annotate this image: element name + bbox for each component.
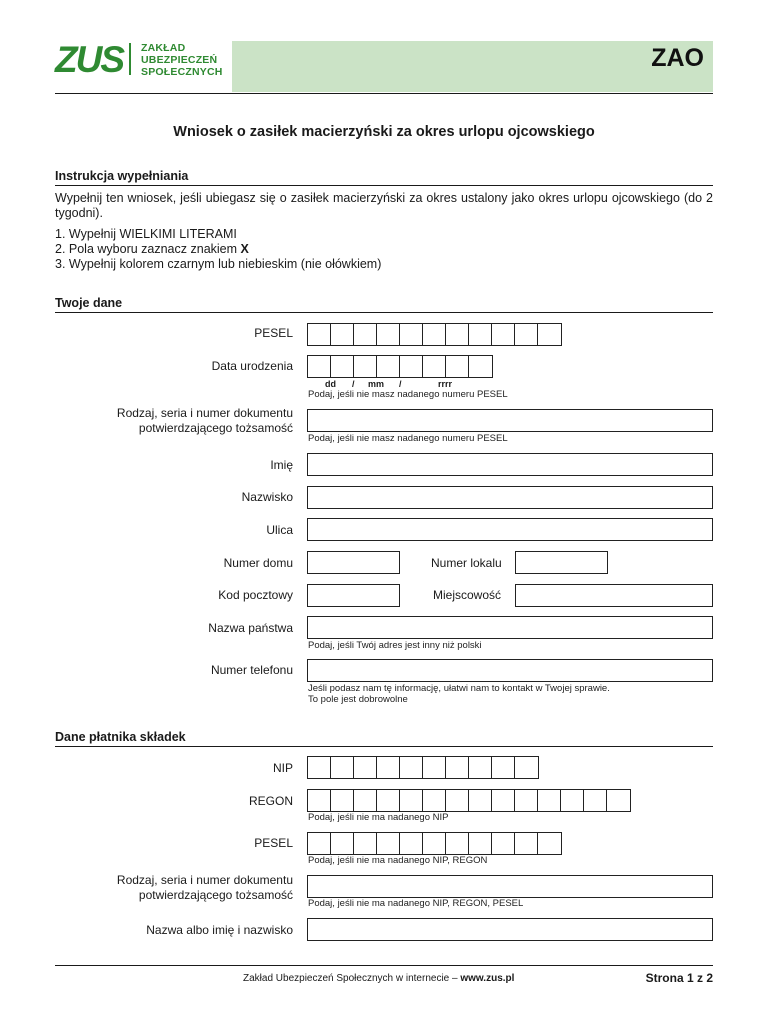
char-box[interactable] [377,356,400,377]
char-box[interactable] [308,790,331,811]
instruction-item-2-mark: X [240,242,249,256]
city-input[interactable] [515,584,713,607]
char-box[interactable] [354,790,377,811]
char-box[interactable] [354,757,377,778]
char-box[interactable] [469,833,492,854]
page-number: Strona 1 z 2 [645,971,713,985]
logo-line-1: ZAKŁAD [141,42,186,54]
city-label: Miejscowość [433,588,502,602]
footer-url[interactable]: www.zus.pl [460,973,515,984]
char-box[interactable] [377,833,400,854]
char-box[interactable] [377,757,400,778]
char-box[interactable] [515,757,538,778]
phone-hint-line-1: Jeśli podasz nam tę informację, ułatwi nam to kontakt w Twojej sprawie. [308,683,610,694]
last-name-label: Nazwisko [241,490,293,504]
birth-date-input[interactable] [307,355,493,378]
char-box[interactable] [423,790,446,811]
char-box[interactable] [584,790,607,811]
country-input[interactable] [307,616,713,639]
char-box[interactable] [400,324,423,345]
section-rule [55,746,713,747]
country-label: Nazwa państwa [208,621,293,635]
char-box[interactable] [423,757,446,778]
payer-pesel-label: PESEL [254,836,293,850]
payer-identity-doc-label-line-1: Rodzaj, seria i numer dokumentu [116,873,293,887]
instruction-item-3: 3. Wypełnij kolorem czarnym lub niebieskim (nie ołówkiem) [55,257,382,271]
identity-doc-hint: Podaj, jeśli nie masz nadanego numeru PESEL [308,433,508,444]
last-name-input[interactable] [307,486,713,509]
char-box[interactable] [446,757,469,778]
payer-identity-doc-label-line-2: potwierdzającego tożsamość [138,888,293,902]
char-box[interactable] [400,356,423,377]
country-hint: Podaj, jeśli Twój adres jest inny niż polski [308,640,482,651]
page-title: Wniosek o zasiłek macierzyński za okres urlopu ojcowskiego [173,124,595,140]
pesel-input[interactable] [307,323,562,346]
char-box[interactable] [354,324,377,345]
char-box[interactable] [446,324,469,345]
first-name-label: Imię [270,458,293,472]
instructions-heading: Instrukcja wypełniania [55,169,189,183]
logo-line-2: UBEZPIECZEŃ [141,54,218,66]
your-data-heading: Twoje dane [55,296,123,310]
phone-hint [308,683,610,705]
regon-input[interactable] [307,789,631,812]
char-box[interactable] [538,833,561,854]
char-box[interactable] [308,833,331,854]
phone-label: Numer telefonu [210,663,293,677]
footer-text-prefix: Zakład Ubezpieczeń Społecznych w internecie – [243,973,461,984]
char-box[interactable] [354,356,377,377]
birth-date-hint: Podaj, jeśli nie masz nadanego numeru PESEL [308,389,508,400]
street-input[interactable] [307,518,713,541]
nip-input[interactable] [307,756,539,779]
char-box[interactable] [469,324,492,345]
char-box[interactable] [354,833,377,854]
month-format: mm [368,379,385,389]
year-format: rrrr [438,379,453,389]
apartment-number-label: Numer lokalu [431,556,502,570]
char-box[interactable] [492,324,515,345]
char-box[interactable] [308,757,331,778]
regon-label: REGON [248,794,293,808]
phone-input[interactable] [307,659,713,682]
zus-logo-text [141,42,223,78]
identity-doc-label-line-1: Rodzaj, seria i numer dokumentu [116,406,293,420]
section-rule [55,185,713,186]
payer-identity-doc-hint: Podaj, jeśli nie ma nadanego NIP, REGON, PESEL [308,898,524,909]
char-box[interactable] [607,790,630,811]
zus-logo-mark: ZUS [55,39,123,80]
char-box[interactable] [423,833,446,854]
house-number-input[interactable] [307,551,400,574]
char-box[interactable] [400,833,423,854]
char-box[interactable] [515,324,538,345]
footer-text [243,973,514,984]
date-separator: / [399,379,402,389]
char-box[interactable] [446,790,469,811]
char-box[interactable] [308,324,331,345]
nip-label: NIP [272,761,293,775]
char-box[interactable] [331,356,354,377]
first-name-input[interactable] [307,453,713,476]
char-box[interactable] [331,833,354,854]
header-band [232,41,713,92]
char-box[interactable] [538,324,561,345]
identity-doc-label-line-2: potwierdzającego tożsamość [138,421,293,435]
birth-date-label: Data urodzenia [211,359,293,373]
phone-hint-line-2: To pole jest dobrowolne [308,694,408,705]
identity-doc-input[interactable] [307,409,713,432]
char-box[interactable] [377,324,400,345]
char-box[interactable] [469,757,492,778]
char-box[interactable] [423,324,446,345]
char-box[interactable] [515,833,538,854]
payer-identity-doc-label [53,873,293,903]
street-label: Ulica [266,523,293,537]
postal-code-input[interactable] [307,584,400,607]
instruction-item-1: 1. Wypełnij WIELKIMI LITERAMI [55,227,237,241]
char-box[interactable] [377,790,400,811]
section-rule [55,312,713,313]
instruction-item-2 [55,242,249,257]
regon-hint: Podaj, jeśli nie ma nadanego NIP [308,812,449,823]
char-box[interactable] [400,757,423,778]
payer-name-input[interactable] [307,918,713,941]
instructions-intro: Wypełnij ten wniosek, jeśli ubiegasz się o zasiłek macierzyński za okres ustalony jako okres urlopu ojcowskiego (do 2 tygodni). [55,191,713,220]
payer-identity-doc-input[interactable] [307,875,713,898]
footer-rule [55,965,713,966]
char-box[interactable] [400,790,423,811]
postal-code-label: Kod pocztowy [218,588,293,602]
apartment-number-input[interactable] [515,551,608,574]
char-box[interactable] [331,324,354,345]
logo-divider [129,43,131,75]
identity-doc-label [53,406,293,436]
form-code: ZAO [651,44,704,72]
house-number-label: Numer domu [223,556,293,570]
char-box[interactable] [538,790,561,811]
payer-heading: Dane płatnika składek [55,730,186,744]
char-box[interactable] [492,757,515,778]
day-format: dd [325,379,336,389]
char-box[interactable] [469,356,492,377]
date-separator: / [352,379,355,389]
logo-line-3: SPOŁECZNYCH [141,66,223,78]
header-rule [55,93,713,94]
char-box[interactable] [446,356,469,377]
char-box[interactable] [492,790,515,811]
char-box[interactable] [492,833,515,854]
char-box[interactable] [331,790,354,811]
char-box[interactable] [515,790,538,811]
pesel-label: PESEL [254,326,293,340]
payer-pesel-input[interactable] [307,832,562,855]
char-box[interactable] [561,790,584,811]
payer-name-label: Nazwa albo imię i nazwisko [146,923,293,937]
char-box[interactable] [308,356,331,377]
char-box[interactable] [331,757,354,778]
payer-pesel-hint: Podaj, jeśli nie ma nadanego NIP, REGON [308,855,488,866]
char-box[interactable] [423,356,446,377]
instruction-item-2-text: 2. Pola wyboru zaznacz znakiem [55,242,241,256]
char-box[interactable] [446,833,469,854]
char-box[interactable] [469,790,492,811]
